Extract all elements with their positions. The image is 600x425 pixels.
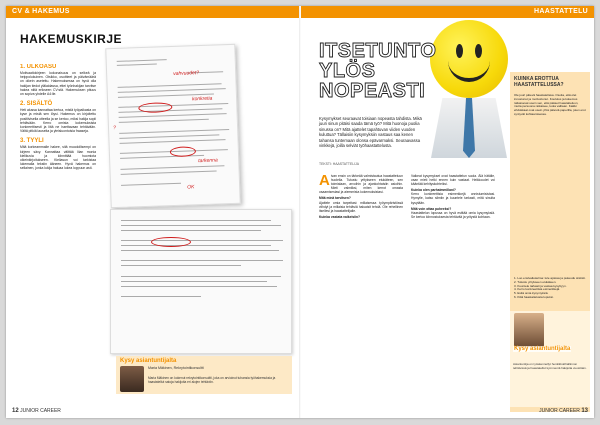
expert-bio: Asiantuntija on työskennellyt henkilöstöhallinnon tehtävissä ja haastatellut kymmeniä hakijoita vuosittain. — [513, 362, 587, 370]
list-item: 5. Esitä omia kysymyksiä. — [514, 291, 549, 296]
tip-heading: 1. ULKOASU — [20, 64, 57, 70]
expert-photo — [514, 313, 544, 347]
drop-cap: A — [319, 174, 330, 189]
tip-text: Mitä korkeammalle hakee, sitä muodollisempi on kirjeen sävy. Kannattaa välttää liian monia kielikuvia ja kiinnittää huomiota oikeinkirjoitukseen. Kieliasun voi tarkistaa lukemalla tekstin ääneen. Hyvä hakemus on sellainen, jonka lukija haluaa lukea loppuun asti. — [20, 145, 96, 171]
list-item: 3. Kuuntele tarkasti ja vastaa kysyttyyn. — [514, 283, 567, 288]
body-paragraph: Haastattelun lopussa on hyvä esittää omia kysymyksiä. Se kertoo kiinnostuksesta tehtävää ja yritystä kohtaan. — [411, 210, 495, 219]
article-lead: Kysymykset seuraavat toisiaan nopeasta tahdista. Mikä juuri sinun pitäisi saada tämä työ? Mitä huonoja puolia sinussa on? Mitä ajattelet tapahtuvan viiden vuoden kuluttua? Tällaisiin kysymyksiin vastaus saa kenen tahansa tuntemaan olonsa epävarmaksi. Seuraavassa vinkkejä, joilla selviät työhaastattelusta. — [319, 116, 422, 149]
folio-right — [539, 408, 588, 414]
expert-box-right — [510, 311, 590, 407]
expert-name-block — [148, 366, 204, 370]
sidebar-text: Ole juuri pätevä haastateltava. Osoita, että olet innostunut ja motivoitunut. Koulutus ja kokemus ratkaisevat usein sen, että pääset haastatteluun, mutta persoona ratkaisee, kuka valitaan. Kaikki ehdokkaat ovat usein yhtä päteviä paperilla, joten erot syntyvät kohtaamisessa. — [514, 94, 586, 116]
list-item: 4. Kerro konkreettisia esimerkkejä. — [514, 287, 561, 292]
magazine-spread — [6, 6, 594, 418]
body-subheading: Mitä voin ottaa puheeksi? — [411, 206, 452, 211]
article-title: ITSETUNTO YLÖS NOPEASTI — [319, 40, 437, 102]
expert-photo — [120, 366, 144, 392]
body-paragraph: Ajattele omia tarpeitasi: millaisessa työympäristössä viihdyt ja millaisia tehtäviä haluaisit tehdä. Ole rehellinen itsellesi ja haastattelijalle. — [319, 200, 403, 213]
page-gutter — [299, 6, 301, 418]
magazine-name: JUNIOR CAREER — [20, 408, 61, 414]
body-paragraph: Kerro konkreettisia esimerkkejä onnistumisistasi. Hymyile, katso silmiin ja kuuntele tarkasti, mitä sinulta kysytään. — [411, 192, 495, 205]
tip-section — [20, 64, 96, 96]
smiley-face-image — [430, 20, 508, 98]
body-paragraph: Vaikeat kysymykset ovat haastattelun suola. Älä hätäile, vaan mieti hetki ennen kuin vastaat. Heikkoudet voi kääntää kehityskohteiksi. — [411, 174, 495, 187]
article-body — [319, 174, 495, 396]
tip-heading: 2. SISÄLTÖ — [20, 101, 53, 108]
tip-section — [20, 138, 96, 170]
sidebar-title: KUINKA EROTTUA HAASTATTELUSSA? — [514, 76, 564, 88]
body-subheading: Mitä minä tarvitsen? — [319, 196, 351, 201]
letter-second-page-image — [110, 209, 292, 354]
magazine-name: JUNIOR CAREER — [539, 408, 580, 414]
expert-label: Kysy asiantuntijalta — [514, 346, 571, 352]
annotated-letter-image — [105, 44, 241, 208]
section-header-left: CV & HAKEMUS — [6, 6, 299, 18]
list-item: 6. Kiitä haastattelusta lopuksi. — [514, 294, 554, 299]
expert-name: Maria Mäkinen, — [148, 366, 173, 370]
page-number: 13 — [581, 408, 588, 414]
tip-heading: 3. TYYLI — [20, 138, 44, 145]
expert-role: Rekrytointikonsultti — [173, 366, 204, 370]
list-item: 1. Luo ensivaikutelma: tule ajoissa ja pukeudu siististi. — [514, 277, 586, 280]
body-subheading: Kuinka olen parhaimmillani? — [411, 188, 456, 193]
tip-text: Motivaatiokirjeen kokonaisuus on selkeä ja helppolukuinen. Otsikko, osoitteet ja päivämäärä on oikein asetettu. Hakemuksessa on hyvä olla hakijan tiedot ylälaidassa, ettei työnhakijan tarvitse hakea niitä erikseen CV:stä. Hakemuksen pituus on sopiva yhdelle A4:lle. — [20, 71, 96, 97]
body-subheading: Kuinka vastata vaikeisiin? — [319, 214, 361, 219]
letter-annotation: konkretia — [191, 95, 213, 103]
page-title: HAKEMUSKIRJE — [20, 32, 123, 46]
expert-box — [116, 356, 292, 394]
letter-annotation: ? — [112, 124, 116, 132]
letter-annotation: OK — [187, 184, 195, 191]
folio-left — [12, 408, 61, 414]
letter-annotation: vahvuudet? — [173, 70, 200, 77]
section-header-right: HAASTATTELU — [301, 6, 594, 18]
body-intro: ivan ensin on tärkeää valmistautua haastatteluun huolella. Tutustu yritykseen etukäteen, sen toimialaan, arvoihin ja ajankohtaisiin asioihin. Mieti valmiiksi, miten kerrot omasta osaamisestasi ja aiemmista kokemuksistasi. — [319, 174, 403, 195]
expert-label: Kysy asiantuntijalta — [120, 358, 177, 364]
expert-bio: Maria Mäkinen on kokenut rekrytointikonsultti, joka on arvioinut tuhansia työhakemuksia ja haastatellut satoja hakijoita eri alojen tehtäviin. — [148, 376, 276, 384]
tip-section — [20, 101, 96, 133]
tip-text: Heti alussa kannattaa kertoa, mistä työpaikasta on kyse ja mistä sen löysi. Hakemus on kirjoitettu positiivisella otteella ja se kertoo, miksi hakija sopii tehtävään. Kerro omista kokemuksista konkreettisesti ja liitä ne haettavaan tehtävään. Vältä pitkiä lauseita ja yleisluontoisia fraaseja. — [20, 108, 96, 134]
list-item: 2. Tutustu yritykseen etukäteen. — [514, 279, 557, 284]
article-credit: TEKSTI: HAASTATTELIJA — [319, 162, 360, 166]
tips-column — [20, 64, 96, 394]
page-number: 12 — [12, 408, 19, 414]
letter-annotation: tarkenna — [198, 157, 218, 165]
